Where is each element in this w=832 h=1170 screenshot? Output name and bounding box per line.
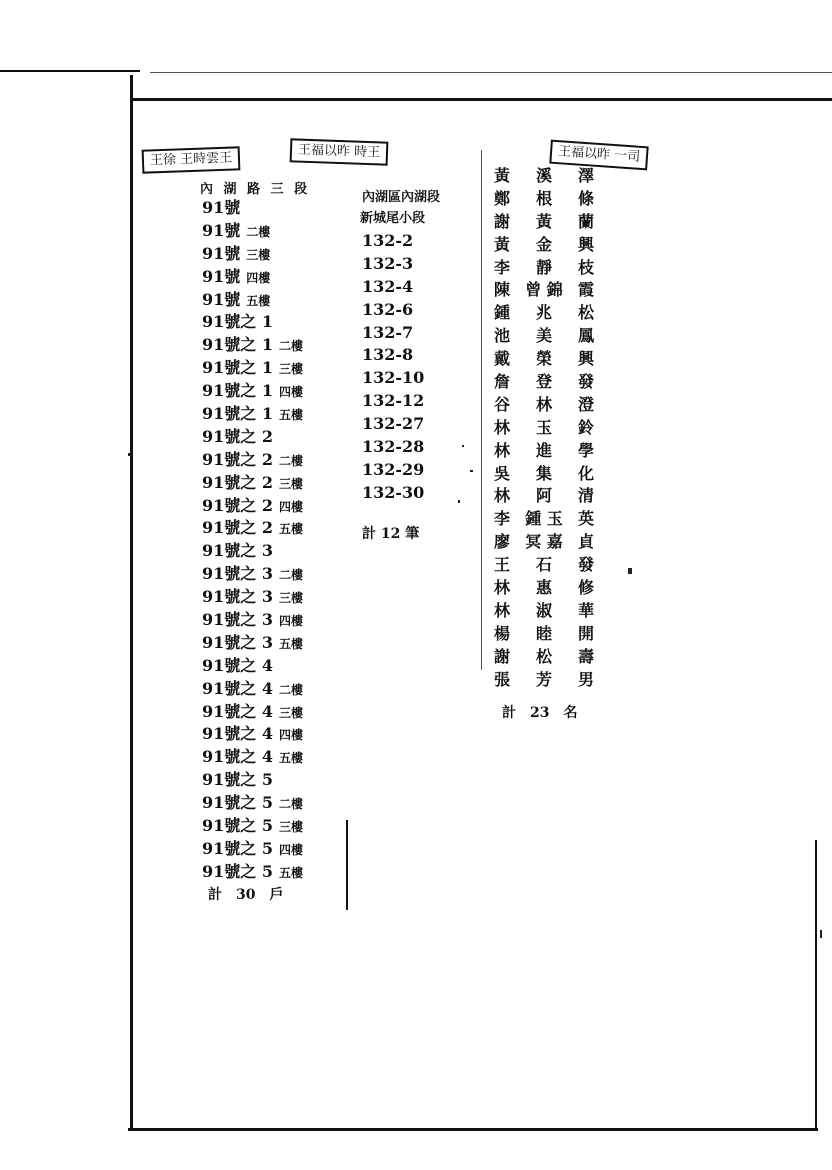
address-number: 91號之 2 xyxy=(202,426,273,446)
column-divider-1 xyxy=(346,820,348,910)
owner-name xyxy=(494,440,594,463)
address-row xyxy=(202,357,303,380)
owner-name xyxy=(494,211,594,234)
address-row xyxy=(202,334,303,357)
name-character: 廖 xyxy=(494,532,511,552)
floor-label: 三樓 xyxy=(278,591,303,606)
owner-name xyxy=(494,508,594,531)
name-character: 李 xyxy=(494,509,511,529)
parcel-number: 132-29 xyxy=(362,459,425,479)
parcel-number: 132-30 xyxy=(362,482,425,502)
name-character: 謝 xyxy=(494,646,511,666)
parcel-number: 132-4 xyxy=(362,276,414,296)
floor-label: 四樓 xyxy=(278,614,303,629)
frame-top-line xyxy=(133,98,832,101)
parcel-number: 132-28 xyxy=(362,437,425,457)
address-row xyxy=(202,678,303,701)
floor-label: 四樓 xyxy=(278,385,303,400)
owner-name xyxy=(494,279,594,302)
owner-name xyxy=(494,234,594,257)
floor-label: 五樓 xyxy=(246,293,271,308)
name-character: 化 xyxy=(577,463,594,483)
address-row xyxy=(202,723,303,746)
floor-label: 三樓 xyxy=(246,247,271,262)
address-number: 91號之 2 xyxy=(202,449,273,469)
address-row xyxy=(202,289,303,312)
scan-noise xyxy=(128,453,131,456)
name-character: 黃 xyxy=(494,166,511,185)
address-number: 91號之 1 xyxy=(202,335,273,355)
address-row xyxy=(202,815,303,838)
scan-noise xyxy=(820,930,822,938)
address-number: 91號之 2 xyxy=(202,472,273,492)
address-number: 91號之 2 xyxy=(202,518,273,538)
name-character: 淑 xyxy=(535,600,552,620)
seal-stamp-3: 王福以昨 一司 xyxy=(549,140,649,171)
owner-name xyxy=(494,669,594,692)
address-number: 91號之 2 xyxy=(202,495,273,515)
address-row xyxy=(202,586,303,609)
name-character: 興 xyxy=(577,234,594,254)
address-number: 91號之 3 xyxy=(202,587,273,607)
frame-bottom-line xyxy=(128,1128,818,1131)
name-character: 美 xyxy=(535,326,552,346)
name-character: 兆 xyxy=(535,303,552,323)
name-character: 楊 xyxy=(494,623,511,643)
address-number: 91號之 3 xyxy=(202,632,273,652)
name-character: 吳 xyxy=(494,463,511,483)
name-character: 清 xyxy=(577,486,594,506)
parcel-number: 132-12 xyxy=(362,391,425,411)
owner-name xyxy=(494,325,594,348)
floor-label: 五樓 xyxy=(278,636,303,651)
owner-name-list xyxy=(494,165,594,691)
name-character: 溪 xyxy=(535,166,552,185)
name-character: 霞 xyxy=(577,280,594,300)
address-number: 91號之 5 xyxy=(202,861,273,881)
name-character: 澤 xyxy=(577,166,594,185)
parcel-number: 132-2 xyxy=(362,231,414,250)
name-character: 英 xyxy=(577,509,594,529)
name-character: 谷 xyxy=(494,394,511,414)
owner-name xyxy=(494,600,594,623)
address-row xyxy=(202,403,303,426)
address-row xyxy=(202,609,303,632)
top-left-rule xyxy=(0,70,140,72)
name-character: 陳 xyxy=(494,280,511,300)
address-row xyxy=(202,472,303,495)
floor-label: 二樓 xyxy=(278,453,303,468)
address-number: 91號 xyxy=(202,266,241,286)
floor-label: 四樓 xyxy=(278,842,303,857)
name-character: 鳳 xyxy=(577,326,594,346)
name-character: 芳 xyxy=(535,669,552,689)
floor-label: 五樓 xyxy=(278,865,303,880)
address-row xyxy=(202,701,303,724)
name-character: 黃 xyxy=(535,211,552,231)
name-character: 松 xyxy=(577,303,594,323)
address-row xyxy=(202,220,303,243)
parcel-number: 132-6 xyxy=(362,299,414,319)
name-character: 貞 xyxy=(577,532,594,552)
scan-noise xyxy=(628,568,632,574)
address-row xyxy=(202,243,303,266)
floor-label: 三樓 xyxy=(278,476,303,491)
name-character: 林 xyxy=(494,578,511,598)
address-row xyxy=(202,838,303,861)
parcel-number: 132-7 xyxy=(362,322,414,342)
frame-right-line xyxy=(815,840,817,1130)
name-character: 鍾 xyxy=(494,303,511,323)
name-character: 張 xyxy=(494,669,511,689)
name-character: 林 xyxy=(494,600,511,620)
floor-label: 四樓 xyxy=(278,499,303,514)
seal-stamp-2: 王福以昨 時王 xyxy=(290,138,389,165)
owner-name xyxy=(494,302,594,325)
name-character: 睦 xyxy=(535,623,552,643)
name-character: 興 xyxy=(577,349,594,369)
address-number: 91號之 5 xyxy=(202,838,273,858)
top-right-rule xyxy=(150,72,832,73)
owner-name xyxy=(494,485,594,508)
name-character: 澄 xyxy=(577,394,594,414)
address-row xyxy=(202,632,303,655)
name-character: 阿 xyxy=(535,486,552,506)
floor-label: 三樓 xyxy=(278,705,303,720)
address-number: 91號之 3 xyxy=(202,610,273,630)
name-character: 登 xyxy=(535,372,552,392)
floor-label: 二樓 xyxy=(278,568,303,583)
address-heading: 內 湖 路 三 段 xyxy=(200,182,311,197)
address-number: 91號之 4 xyxy=(202,655,273,675)
name-character: 學 xyxy=(577,440,594,460)
name-character: 李 xyxy=(494,257,511,277)
name-character: 男 xyxy=(577,669,594,689)
name-character: 黃 xyxy=(494,234,511,254)
owner-name xyxy=(494,257,594,280)
address-list xyxy=(202,197,303,884)
floor-label: 五樓 xyxy=(278,408,303,423)
address-number: 91號之 4 xyxy=(202,747,273,767)
owner-name xyxy=(494,165,594,188)
address-number: 91號之 1 xyxy=(202,381,273,401)
floor-label: 二樓 xyxy=(278,682,303,697)
address-number: 91號之 1 xyxy=(202,404,273,424)
address-number: 91號之 3 xyxy=(202,564,273,584)
address-number: 91號之 1 xyxy=(202,312,273,332)
parcel-number: 132-10 xyxy=(362,368,425,388)
owner-total: 計 23 名 xyxy=(502,705,578,721)
parcel-number: 132-3 xyxy=(362,253,414,273)
address-number: 91號之 4 xyxy=(202,678,273,698)
name-character: 玉 xyxy=(535,417,552,437)
name-character: 枝 xyxy=(577,257,594,277)
address-number: 91號之 4 xyxy=(202,724,273,744)
name-character: 金 xyxy=(535,234,552,254)
address-row xyxy=(202,746,303,769)
address-number: 91號之 5 xyxy=(202,793,273,813)
name-character: 石 xyxy=(535,555,552,575)
parcel-number: 132-27 xyxy=(362,414,425,434)
name-character: 發 xyxy=(577,555,594,575)
owner-name xyxy=(494,463,594,486)
floor-label: 三樓 xyxy=(278,362,303,377)
name-character: 開 xyxy=(577,623,594,643)
name-character: 進 xyxy=(535,440,552,460)
name-character: 詹 xyxy=(494,372,511,392)
owner-name xyxy=(494,348,594,371)
address-number: 91號之 3 xyxy=(202,541,273,561)
name-character: 靜 xyxy=(535,257,552,277)
owner-name xyxy=(494,394,594,417)
address-row xyxy=(202,380,303,403)
name-character: 集 xyxy=(535,463,552,483)
address-number: 91號之 5 xyxy=(202,816,273,836)
name-character: 蘭 xyxy=(577,211,594,231)
address-row xyxy=(202,449,303,472)
address-row xyxy=(202,563,303,586)
parcel-heading-line2: 新城尾小段 xyxy=(360,211,426,226)
address-row xyxy=(202,266,303,289)
parcel-total: 計 12 筆 xyxy=(362,526,420,542)
address-number: 91號 xyxy=(202,198,241,217)
floor-label: 二樓 xyxy=(246,224,271,239)
frame-left-line xyxy=(130,75,133,1130)
name-character: 榮 xyxy=(535,349,552,369)
address-row xyxy=(202,517,303,540)
address-row xyxy=(202,769,303,792)
name-character: 池 xyxy=(494,326,511,346)
owner-name xyxy=(494,417,594,440)
name-character: 林 xyxy=(494,486,511,506)
owner-name xyxy=(494,371,594,394)
address-number: 91號 xyxy=(202,289,241,309)
name-character: 修 xyxy=(577,578,594,598)
address-row xyxy=(202,495,303,518)
parcel-number: 132-8 xyxy=(362,345,414,365)
address-row xyxy=(202,540,303,563)
name-character: 林 xyxy=(494,440,511,460)
address-number: 91號 xyxy=(202,243,241,263)
name-character: 王 xyxy=(494,555,511,575)
owner-name xyxy=(494,623,594,646)
name-character: 根 xyxy=(535,188,552,208)
name-character: 華 xyxy=(577,600,594,620)
name-character: 曾 錦 xyxy=(525,280,563,300)
floor-label: 五樓 xyxy=(278,751,303,766)
floor-label: 四樓 xyxy=(278,728,303,743)
parcel-heading-line1: 內湖區內湖段 xyxy=(362,190,441,205)
name-character: 戴 xyxy=(494,349,511,369)
household-total: 計 30 戶 xyxy=(208,887,284,903)
name-character: 條 xyxy=(577,188,594,208)
owner-name xyxy=(494,554,594,577)
name-character: 松 xyxy=(535,646,552,666)
floor-label: 五樓 xyxy=(278,522,303,537)
owner-name xyxy=(494,531,594,554)
seal-stamp-1: 王徐 王時雲王 xyxy=(142,146,241,173)
name-character: 林 xyxy=(494,417,511,437)
name-character: 發 xyxy=(577,372,594,392)
name-character: 壽 xyxy=(577,646,594,666)
name-character: 鄭 xyxy=(494,188,511,208)
address-number: 91號 xyxy=(202,220,241,240)
address-number: 91號之 5 xyxy=(202,770,273,790)
owner-name xyxy=(494,646,594,669)
address-row xyxy=(202,426,303,449)
address-row xyxy=(202,311,303,334)
scan-noise xyxy=(462,445,464,447)
parcel-list xyxy=(362,230,424,505)
name-character: 惠 xyxy=(535,578,552,598)
floor-label: 二樓 xyxy=(278,339,303,354)
address-number: 91號之 1 xyxy=(202,358,273,378)
name-character: 謝 xyxy=(494,211,511,231)
scan-noise xyxy=(470,470,473,472)
owner-name xyxy=(494,577,594,600)
address-row xyxy=(202,861,303,884)
column-divider-2 xyxy=(481,150,482,670)
scan-noise xyxy=(458,500,460,503)
address-row xyxy=(202,197,303,220)
address-row xyxy=(202,655,303,678)
floor-label: 三樓 xyxy=(278,820,303,835)
floor-label: 四樓 xyxy=(246,270,271,285)
name-character: 鍾 玉 xyxy=(525,509,563,529)
name-character: 冥 嘉 xyxy=(525,532,563,552)
owner-name xyxy=(494,188,594,211)
address-row xyxy=(202,792,303,815)
name-character: 鈴 xyxy=(577,417,594,437)
address-number: 91號之 4 xyxy=(202,701,273,721)
name-character: 林 xyxy=(535,394,552,414)
floor-label: 二樓 xyxy=(278,797,303,812)
